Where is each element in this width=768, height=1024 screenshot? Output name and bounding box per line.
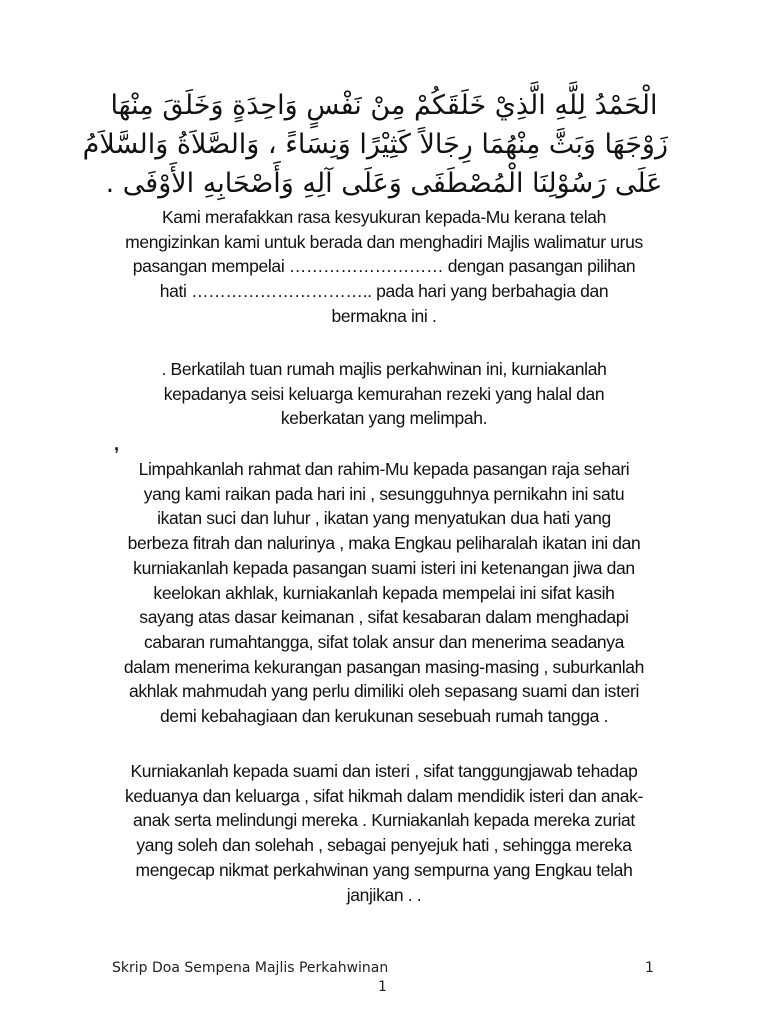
text-line: pasangan mempelai ……………………… dengan pasangan pilihan <box>132 256 636 277</box>
text-line: keelokan akhlak, kurniakanlah kepada mempelai ini sifat kasih <box>153 582 615 603</box>
text-line: akhlak mahmudah yang perlu dimiliki oleh sepasang suami dan isteri <box>129 681 639 702</box>
text-line: kurniakanlah kepada pasangan suami isteri ini ketenangan jiwa dan <box>133 557 635 578</box>
text-line: yang soleh dan solehah , sebagai penyejuk hati , sehingga mereka <box>136 835 632 856</box>
text-line: . Berkatilah tuan rumah majlis perkahwinan ini, kurniakanlah <box>161 359 607 379</box>
text-line: keduanya dan keluarga , sifat hikmah dalam mendidik isteri dan anak- <box>124 785 644 806</box>
text-line: mengizinkan kami untuk berada dan menghadiri Majlis walimatur urus <box>125 231 643 252</box>
text-line: janjikan . . <box>346 884 422 905</box>
text-line: mengecap nikmat perkahwinan yang sempurna yang Engkau telah <box>135 859 633 880</box>
footer-title: Skrip Doa Sempena Majlis Perkahwinan <box>112 960 389 976</box>
footer-page-number: 1 <box>645 960 654 976</box>
paragraph-gratitude <box>100 205 668 329</box>
text-line: dalam menerima kekurangan pasangan masing-masing , suburkanlah <box>123 656 645 677</box>
arabic-line: زَوْجَهَا وَبَثَّ مِنْهُمَا رِجَالاً كَثِيْرًا وَنِسَاءً ، وَالصَّلاَةُ وَالسَّلاَمُ <box>82 129 668 160</box>
text-line: anak serta melindungi mereka . Kurniakanlah kepada mereka zuriat <box>133 810 635 831</box>
paragraph-responsibility <box>100 759 668 907</box>
arabic-line: الْحَمْدُ لِلَّهِ الَّذِيْ خَلَقَكُمْ مِنْ نَفْسٍ وَاحِدَةٍ وَخَلَقَ مِنْهَا <box>110 90 658 121</box>
text-line: Limpahkanlah rahmat dan rahim-Mu kepada pasangan raja sehari <box>138 459 630 479</box>
stray-mark: , <box>114 434 120 454</box>
text-line: kepadanya seisi keluarga kemurahan rezeki yang halal dan <box>163 383 605 404</box>
text-line: berbeza fitrah dan nalurinya , maka Engkau peliharalah ikatan ini dan <box>127 533 641 554</box>
text-line: sayang atas dasar keimanan , sifat kesabaran dalam menghadapi <box>139 607 629 628</box>
text-line: demi kebahagiaan dan kerukunan sesebuah rumah tangga . <box>159 706 609 727</box>
text-line: Kurniakanlah kepada suami dan isteri , sifat tanggungjawab tehadap <box>130 761 638 781</box>
text-line: cabaran rumahtangga, sifat tolak ansur dan menerima seadanya <box>144 631 624 652</box>
footer-page-number-center: 1 <box>378 979 387 995</box>
paragraph-bless-host <box>100 357 668 431</box>
text-line: keberkatan yang melimpah. <box>280 408 488 429</box>
text-line: ikatan suci dan luhur , ikatan yang menyatukan dua hati yang <box>157 508 611 529</box>
arabic-line: عَلَى رَسُوْلِنَا الْمُصْطَفَى وَعَلَى آلِهِ وَأَصْحَابِهِ الأَوْفَى . <box>105 168 663 199</box>
arabic-opening-prayer <box>82 86 668 203</box>
text-line: hati ………………………….. pada hari yang berbahagia dan <box>159 281 609 302</box>
text-line: Kami merafakkan rasa kesyukuran kepada-Mu kerana telah <box>161 207 607 227</box>
paragraph-bless-couple <box>100 457 668 729</box>
text-line: bermakna ini . <box>331 305 437 326</box>
text-line: yang kami raikan pada hari ini , sesungguhnya pernikahn ini satu <box>143 483 625 504</box>
